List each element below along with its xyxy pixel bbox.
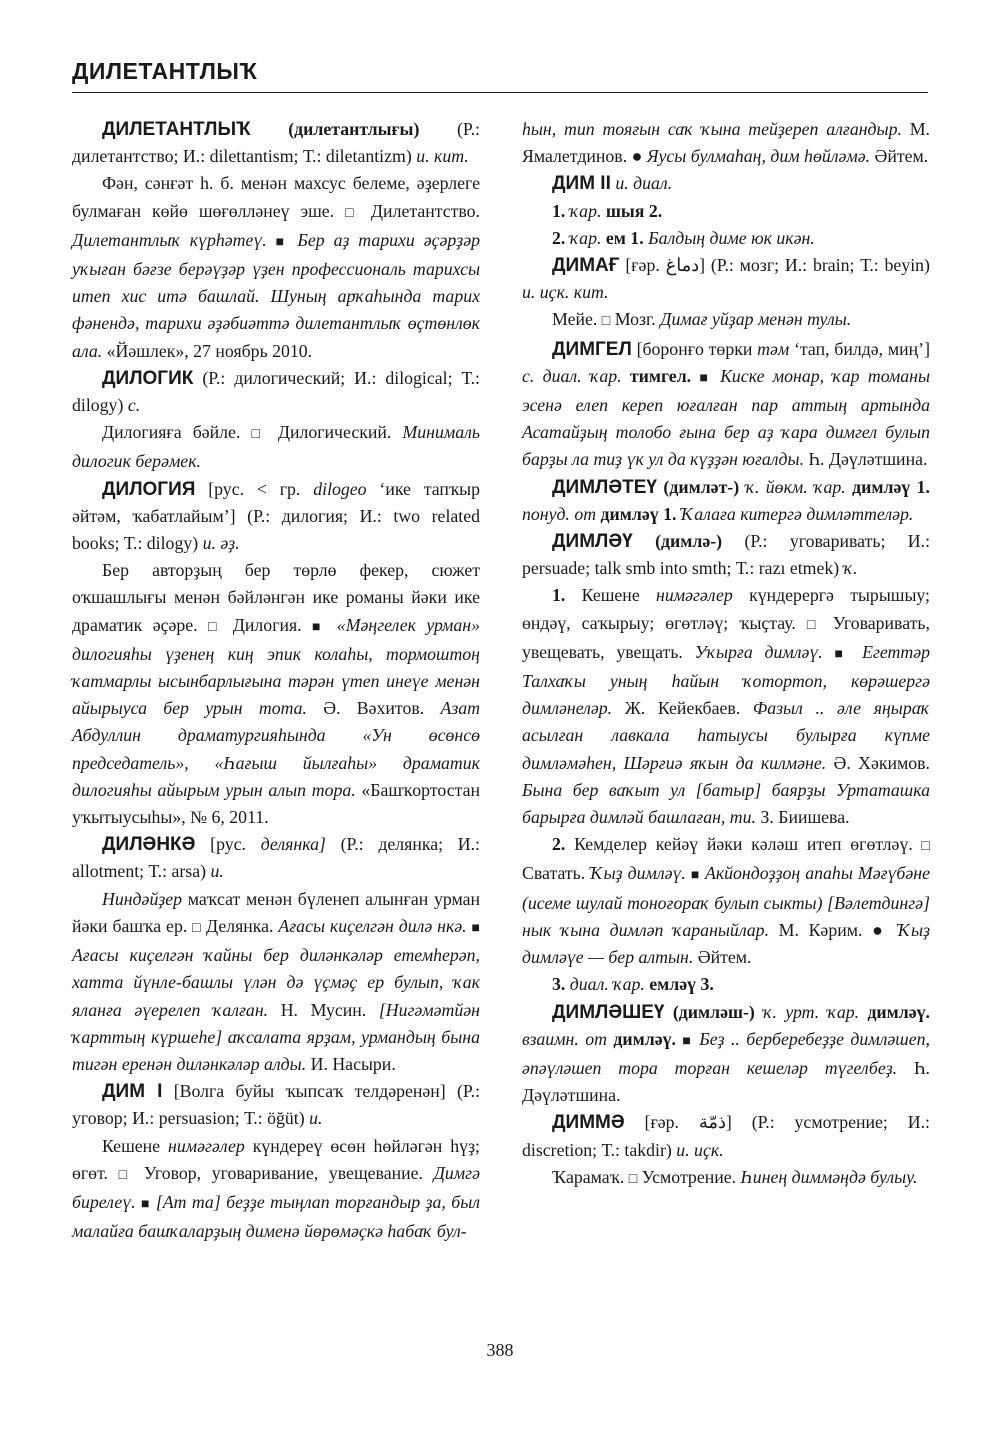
entry-dimme: ДИММӘ [ғәр. ذمّة] (Р.: усмотрение; И.: discretion; Т.: takdir) и. иҫк. [522, 1112, 930, 1160]
square-outline-icon: □ [345, 205, 360, 221]
definition: Кешене нимәгәлер күндереү өсөн һөйләгән һүҙ; өгөт. □ Уговор, уговаривание, увещевание. Димгә бирелеү. ■ [Ат та] беҙҙе тыңлап торғандыр ҙа, был малайға башҡаларҙың дименә йөрөмәҫкә һабаҡ бул- [72, 1135, 481, 1242]
square-filled-icon: ■ [690, 868, 700, 884]
headword: ДИМАҒ [552, 255, 620, 277]
entry-dimleu: ДИМЛӘҮ (димлә-) (Р.: уговаривать; И.: persuade; talk smb into smth; Т.: razı etmek) ҡ. [522, 531, 931, 579]
headword: ДИЛОГИЯ [102, 478, 196, 500]
square-filled-icon: ■ [834, 646, 851, 662]
headword: ДИЛЕТАНТЛЫҠ [102, 119, 251, 140]
sense: 1. ҡар. шыя 2. [552, 200, 663, 221]
headword: ДИМГЕЛ [552, 338, 632, 360]
square-filled-icon: ■ [312, 619, 327, 635]
entry-dimlesheu: ДИМЛӘШЕҮ (димләш-) ҡ. урт. ҡар. димләү. взаимн. от димләү. ■ Беҙ .. берберебеҙҙе димләшеп, әпәүләшеп тора торған кешеләр түгелбеҙ. Һ. Дәүләтшина. [522, 1001, 930, 1106]
headword: ДИМ I [102, 1081, 163, 1103]
sense: 2. ҡар. ем 1. Балдың диме юк икән. [552, 227, 815, 248]
continued-text: һын, тип тояғын саҡ ҡына тейҙереп алғандыр. М. Ямалетдинов. ● Яусы булмаһаң, дим һөйләмә. Әйтем. [522, 119, 930, 167]
left-column [72, 116, 480, 1245]
square-outline-icon: □ [628, 1171, 638, 1187]
definition: Мейе. □ Мозг. Димағ уйҙар менән тулы. [552, 309, 852, 330]
square-outline-icon: □ [208, 619, 223, 635]
headword: ДИМЛӘТЕҮ [552, 476, 657, 498]
entry-diletantlyk: ДИЛЕТАНТЛЫҠ (дилетантлығы) (Р.: дилетантство; И.: dilettantism; Т.: diletantizm) и. кит. [72, 119, 480, 167]
square-outline-icon: □ [921, 839, 930, 855]
definition: Ниндәйҙер маҡсат менән бүленеп алынған урман йәки башҡа ер. □ Делянка. Ағасы киҫелгән дилә нкә. ■ Ағасы киҫелгән ҡайны бер диләнкәләр етемһерәп, хатта йүнле-башлы үлән дә үҫмәҫ ер булып, ҡак яланға әүерелеп ҡалған. Н. Мусин. [Нигәмәтйән ҡарттың күршеһе] аҡсалата ярҙам, урмандың бына тигән еренән диләнкәләр алды. И. Насыри. [72, 888, 480, 1074]
header-rule [72, 92, 928, 93]
definition: Фән, сәнғәт һ. б. менән махсус белеме, әҙерлеге булмаған көйө шөғөлләнеү эше. □ Дилетантство. Дилетантлыҡ күрһәтеү. ■ Бер аҙ тарихи әҫәрҙәр уҡыған бәғзе берәүҙәр үҙен профессиональ тарихсы итеп хис итә башлай. Шуның арҡаһында тарих фәнендә, тарихи әҙәбиәттә дилетантлыҡ өҫтөнлөк ала. «Йәшлек», 27 ноябрь 2010. [72, 173, 480, 361]
square-outline-icon: □ [251, 427, 267, 443]
square-filled-icon: ■ [275, 234, 289, 250]
entry-dimag: ДИМАҒ [ғәр. دماغ] (Р.: мозг; И.: brain; Т.: beyin) и. иҫк. кит. [522, 255, 930, 303]
definition: Ҡарамаҡ. □ Усмотрение. Һинең диммәңдә булыу. [552, 1166, 918, 1187]
square-outline-icon: □ [601, 314, 611, 330]
entry-dimleteu: ДИМЛӘТЕҮ (димләт-) ҡ. йөкм. ҡар. димләү 1. понуд. от димләү 1. Ҡалаға китергә димләттеләр. [522, 476, 930, 524]
square-filled-icon: ■ [141, 1196, 151, 1212]
square-filled-icon: ■ [471, 920, 480, 936]
entry-dilogiya: ДИЛОГИЯ [рус. < гр. dilogeo ‘ике тапҡыр әйтәм, ҡабатлайым’] (Р.: дилогия; И.: two related books; Т.: dilogy) и. әҙ. [72, 478, 480, 554]
headword: ДИМЛӘШЕҮ [552, 1001, 665, 1023]
bullet-icon: ● [631, 146, 643, 167]
square-outline-icon: □ [118, 1167, 134, 1183]
square-filled-icon: ■ [699, 370, 712, 386]
bullet-icon: ● [872, 919, 889, 940]
square-outline-icon: □ [806, 617, 822, 633]
definition: Бер авторҙың бер төрлө фекер, сюжет оҡшашлығы менән бәйләнгән ике романы йәки ике драматик әҫәре. □ Дилогия. ■ «Мәңгелек урман» дилогияһы үҙенең киң эпик колаһы, тормоштоң ҡатмарлы ысынбарлығына тәрән үтеп инеүе менән айырыуса бер урын тота. Ә. Вәхитов. Азат Абдуллин драматургияһында «Ун өсөнсө председатель», «Һағыш йылғаһы» драматик дилогияһы айырым урын алып тора. «Башҡортостан уҡытыусыһы», № 6, 2011. [72, 560, 480, 828]
sense: 1. Кешене нимәгәлер күндерергә тырышыу; өндәү, саҡырыу; өгөтләү; ҡыҫтау. □ Уговаривать, увещевать, увещать. Уҡырға димләү. ■ Егеттәр Талхаҡы уның һайын ҡотортоп, көрәшергә димләнеләр. Ж. Кейекбаев. Фазыл .. әле яңыраҡ асылған лавкала һатыусы булырға күпме димләмәһен, Шәрғиә яҡын да килмәне. Ә. Хәкимов. Бына бер ваҡыт ул [батыр] баярҙы Уртаташка барырға димләй башлаған, ти. З. Биишева. [522, 585, 931, 828]
entry-dim-1: ДИМ I [Волга буйы ҡыпсаҡ телдәренән] (Р.: уговор; И.: persuasion; Т.: öğüt) и. [72, 1081, 480, 1129]
page-number: 388 [486, 1340, 514, 1360]
sense: 3. диал. ҡар. емләү 3. [552, 974, 714, 995]
headword: ДИЛӘНКӘ [102, 834, 196, 856]
sense: 2. Кемделер кейәү йәки кәләш итеп өгөтләү. □ Сватать. Ҡыҙ димләү. ■ Акйондоҙҙоң апаһы Мәғүбәне (исеме шулай тоноғораҡ булып сыкты) [Вәлетдингә] нык ҡына димләп ҡараныйлар. М. Кәрим. ● Ҡыҙ димләүе — бер алтын. Әйтем. [522, 834, 931, 968]
entry-dilenke: ДИЛӘНКӘ [рус. делянка] (Р.: делянка; И.: allotment; Т.: arsa) и. [72, 834, 480, 882]
square-filled-icon: ■ [682, 1033, 693, 1049]
headword: ДИММӘ [552, 1112, 625, 1134]
headword: ДИЛОГИК [102, 367, 194, 389]
running-head: ДИЛЕТАНТЛЫҠ [72, 58, 258, 84]
entry-dilogik: ДИЛОГИК (Р.: дилогический; И.: dilogical; Т.: dilogy) с. [72, 367, 480, 416]
square-outline-icon: □ [192, 920, 202, 936]
right-column [522, 116, 930, 1193]
definition: Дилогияға бәйле. □ Дилогический. Минималь дилогик берәмек. [72, 422, 480, 472]
entry-dimgel: ДИМГЕЛ [боронғо төрки тәм ‘тап, билдә, миң’] с. диал. ҡар. тимгел. ■ Киске монар, ҡар томаны эсенә елеп кереп юғалған пар аттың артында Асатайҙың толобо ғына бер аҙ ҡара димгел булып барҙы ла тиҙ үк ул да күҙҙән юғалды. Һ. Дәүләтшина. [522, 338, 931, 470]
headword: ДИМ II [552, 173, 611, 195]
entry-dim-2: ДИМ II и. диал. [552, 173, 673, 195]
headword: ДИМЛӘҮ [552, 531, 633, 553]
